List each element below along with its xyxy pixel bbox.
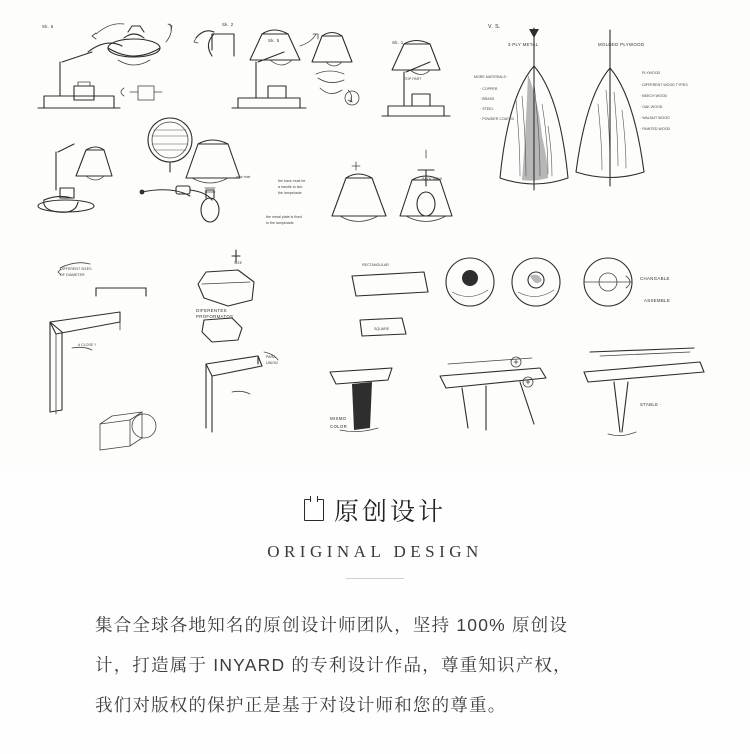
svg-text:the back must be: the back must be bbox=[278, 179, 306, 183]
sketch-shape-studies bbox=[50, 250, 704, 450]
svg-text:STABLE ·: STABLE · bbox=[640, 402, 662, 407]
svg-text:3 PLY METAL: 3 PLY METAL bbox=[508, 42, 539, 47]
sketch-lamp-b bbox=[194, 30, 318, 108]
svg-text:UNION: UNION bbox=[266, 361, 278, 365]
svg-text:· DIFFERENT WOOD TYPES: · DIFFERENT WOOD TYPES bbox=[640, 83, 688, 87]
svg-text:to the lampshade: to the lampshade bbox=[266, 221, 294, 225]
section-paragraph bbox=[95, 605, 655, 725]
svg-text:the lampshade: the lampshade bbox=[278, 191, 302, 195]
title-divider bbox=[346, 578, 404, 579]
sketch-cable-detail bbox=[140, 186, 212, 200]
sketch-lamp-e bbox=[38, 144, 112, 212]
svg-text:· BEECH WOOD: · BEECH WOOD bbox=[640, 94, 668, 98]
paragraph-line-2: 计，打造属于 INYARD 的专利设计作品，尊重知识产权， bbox=[95, 655, 572, 675]
svg-text:CHANGABLE: CHANGABLE bbox=[640, 276, 670, 281]
svg-text:PLYWOOD: PLYWOOD bbox=[642, 71, 661, 75]
svg-text:SIZE: SIZE bbox=[234, 261, 242, 265]
svg-text:BACK VIEW: BACK VIEW bbox=[422, 177, 442, 181]
svg-text:· BRASS: · BRASS bbox=[480, 97, 495, 101]
svg-text:COLOR: COLOR bbox=[330, 424, 348, 429]
svg-text:MOLDED PLYWOOD: MOLDED PLYWOOD bbox=[598, 42, 645, 47]
svg-text:the metal plate is fixed: the metal plate is fixed bbox=[266, 215, 302, 219]
sketch-bulb-cone bbox=[186, 140, 240, 222]
svg-text:Sk. 5: Sk. 5 bbox=[268, 38, 280, 43]
svg-text:Sk. 1: Sk. 1 bbox=[392, 40, 404, 45]
svg-text:MISMO: MISMO bbox=[330, 416, 347, 421]
svg-text:· POWDER COATED: · POWDER COATED bbox=[480, 117, 515, 121]
svg-text:SQUARE: SQUARE bbox=[374, 327, 390, 331]
svg-text:DIFERENTES: DIFERENTES bbox=[196, 308, 227, 313]
sketch-annotations bbox=[42, 22, 688, 429]
svg-text:ASSEMBLE: ASSEMBLE bbox=[644, 298, 671, 303]
section-title-row bbox=[0, 492, 750, 528]
svg-text:OF DIAMETER: OF DIAMETER bbox=[60, 273, 85, 277]
section-title-cn: 原创设计 bbox=[333, 498, 446, 526]
sketch-lamp-c bbox=[312, 33, 359, 106]
svg-text:MORE MATERIALS :: MORE MATERIALS : bbox=[474, 75, 508, 79]
sketch-lamp-a bbox=[38, 24, 172, 108]
svg-text:TOP PART: TOP PART bbox=[404, 77, 422, 81]
sketch-shade-plywood bbox=[576, 30, 644, 186]
svg-text:Sk. 2: Sk. 2 bbox=[222, 22, 234, 27]
svg-text:PARA: PARA bbox=[266, 355, 276, 359]
svg-text:V. S.: V. S. bbox=[488, 24, 501, 30]
svg-text:· OAK WOOD: · OAK WOOD bbox=[640, 105, 663, 109]
svg-text:RECTANGULAR: RECTANGULAR bbox=[362, 263, 389, 267]
caption-block bbox=[0, 470, 750, 725]
svg-text:DIFFERENT SIZES: DIFFERENT SIZES bbox=[60, 267, 92, 271]
svg-text:d CLOSE ?: d CLOSE ? bbox=[78, 343, 97, 347]
svg-text:· PAINTED WOOD: · PAINTED WOOD bbox=[640, 127, 671, 131]
sketch-shade-metal bbox=[500, 28, 568, 190]
svg-text:· WALNUT WOOD: · WALNUT WOOD bbox=[640, 116, 670, 120]
sketch-back-view bbox=[400, 150, 452, 222]
paragraph-line-1: 集合全球各地知名的原创设计师团队，坚持 100% 原创设 bbox=[95, 615, 569, 635]
svg-text:· STEEL: · STEEL bbox=[480, 107, 494, 111]
svg-text:wire hole: wire hole bbox=[236, 175, 251, 179]
section-title-en: ORIGINAL DESIGN bbox=[267, 542, 483, 561]
svg-text:Sk. 6: Sk. 6 bbox=[42, 24, 54, 29]
svg-text:PROFORMATOS: PROFORMATOS bbox=[196, 314, 234, 319]
sketch-detail-box-a bbox=[121, 86, 162, 100]
book-outline-icon bbox=[304, 499, 324, 521]
svg-text:a handle to two: a handle to two bbox=[278, 185, 303, 189]
svg-text:· COPPER: · COPPER bbox=[480, 87, 498, 91]
paragraph-line-3: 我们对版权的保护正是基于对设计师和您的尊重。 bbox=[95, 695, 507, 715]
sketch-cone-bulb-2 bbox=[332, 162, 386, 222]
sketch-disc bbox=[148, 118, 192, 172]
